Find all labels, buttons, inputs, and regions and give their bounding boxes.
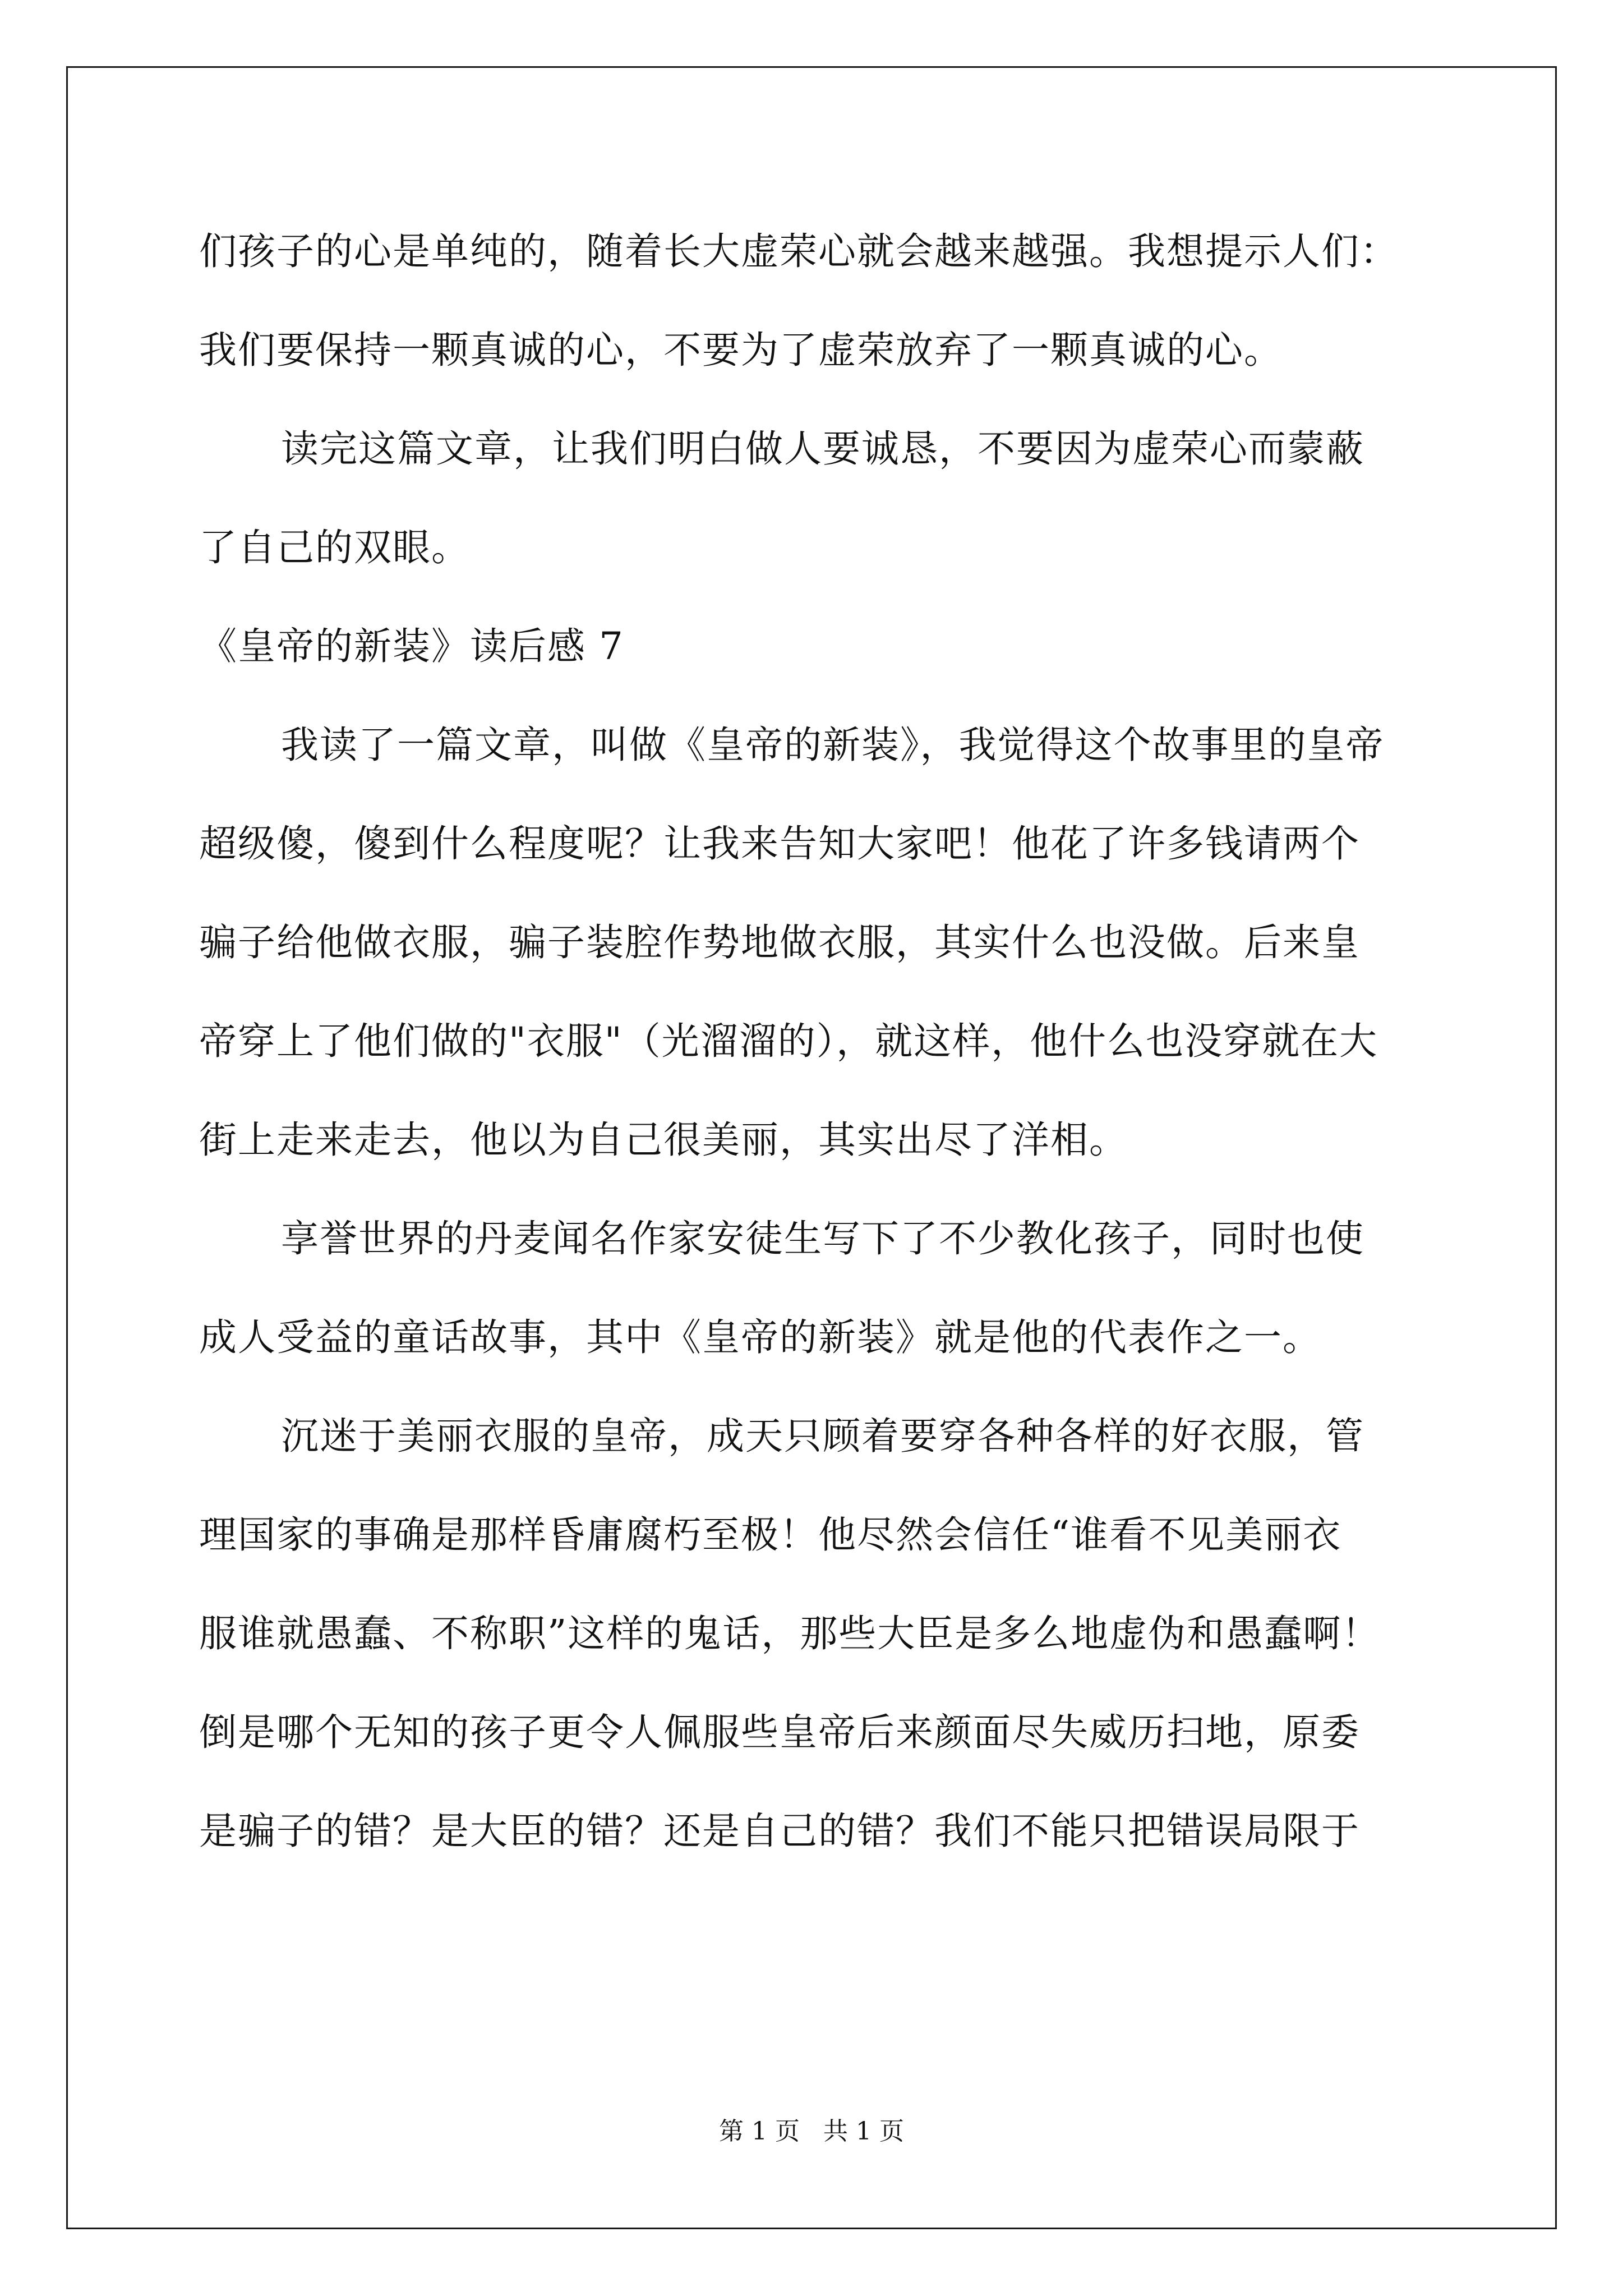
text-line: 街上走来走去，他以为自己很美丽，其实出尽了洋相。 [199,1118,1128,1162]
text-line: 服谁就愚蠢、不称职”这样的鬼话，那些大臣是多么地虚伪和愚蠢啊！ [199,1612,1381,1655]
text-line: 超级傻，傻到什么程度呢？让我来告知大家吧！他花了许多钱请两个 [199,822,1360,866]
paragraph-start-line: 读完这篇文章，让我们明白做人要诚恳，不要因为虚荣心而蒙蔽 [281,427,1364,471]
text-line: 成人受益的童话故事，其中《皇帝的新装》就是他的代表作之一。 [199,1315,1321,1359]
text-line: 倒是哪个无知的孩子更令人佩服些皇帝后来颜面尽失威历扫地，原委 [199,1710,1360,1754]
paragraph-start-line: 我读了一篇文章，叫做《皇帝的新装》，我觉得这个故事里的皇帝 [281,723,1385,767]
text-line: 骗子给他做衣服，骗子装腔作势地做衣服，其实什么也没做。后来皇 [199,921,1360,964]
text-line: 我们要保持一颗真诚的心，不要为了虚荣放弃了一颗真诚的心。 [199,328,1283,372]
text-line: 是骗子的错？是大臣的错？还是自己的错？我们不能只把错误局限于 [199,1809,1360,1853]
paragraph-start-line: 沉迷于美丽衣服的皇帝，成天只顾着要穿各种各样的好衣服，管 [281,1414,1364,1458]
text-line: 帝穿上了他们做的"衣服"（光溜溜的），就这样，他什么也没穿就在大 [199,1019,1378,1063]
page-footer: 第 1 页 共 1 页 [719,2117,904,2146]
text-line: 了自己的双眼。 [199,526,470,569]
paragraph-start-line: 享誉世界的丹麦闻名作家安徒生写下了不少教化孩子，同时也使 [281,1217,1364,1260]
section-heading: 《皇帝的新装》读后感 7 [199,624,624,668]
text-line: 理国家的事确是那样昏庸腐朽至极！他尽然会信任“谁看不见美丽衣 [199,1513,1342,1557]
text-line: 们孩子的心是单纯的，随着长大虚荣心就会越来越强。我想提示人们： [199,229,1399,273]
document-body [199,202,1433,1880]
